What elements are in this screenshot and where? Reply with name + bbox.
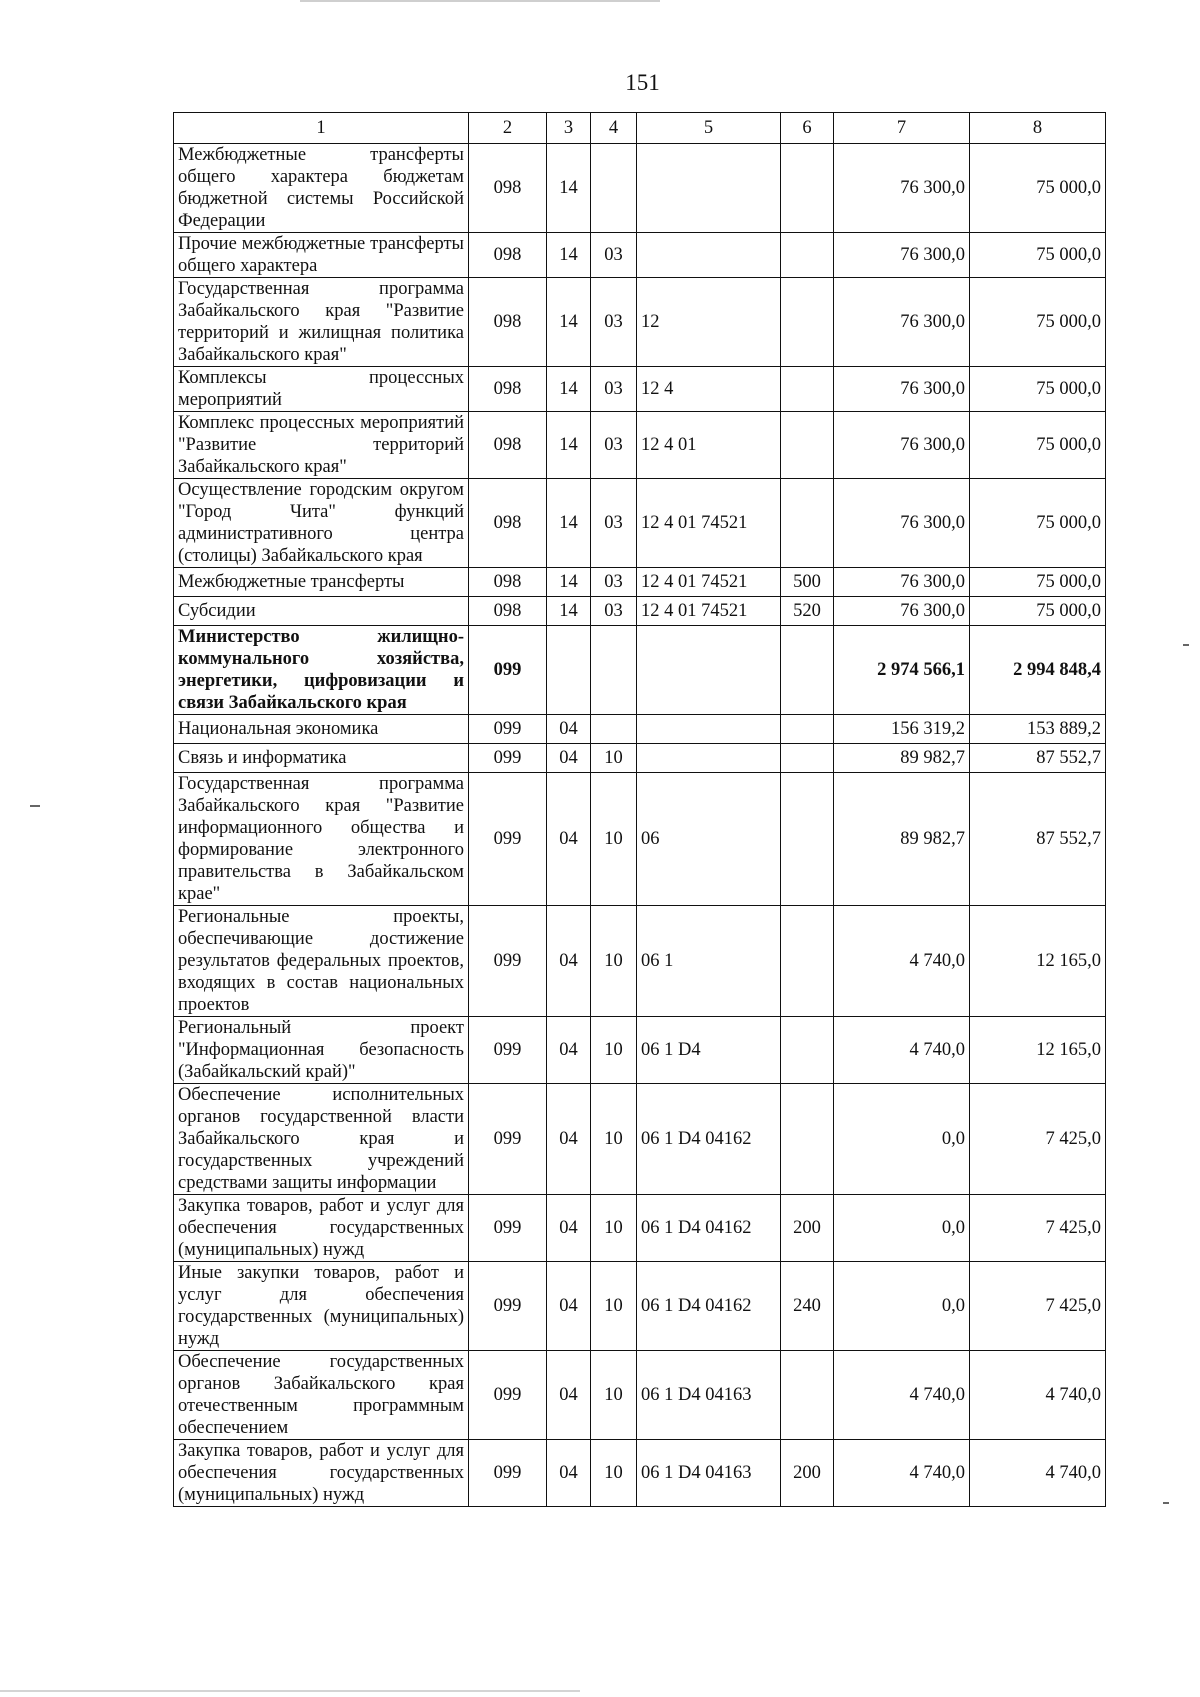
cell-amount-year-2: 7 425,0	[970, 1195, 1106, 1262]
table-row	[174, 1195, 1106, 1262]
cell-name: Государственная программа Забайкальского края "Развитие территорий и жилищная политика Забайкальского края"	[174, 278, 469, 367]
cell-section: 14	[547, 278, 591, 367]
cell-name: Межбюджетные трансферты	[174, 568, 469, 597]
cell-name: Иные закупки товаров, работ и услуг для обеспечения государственных (муниципальных) нужд	[174, 1262, 469, 1351]
cell-amount-year-1: 89 982,7	[834, 744, 970, 773]
cell-amount-year-2: 75 000,0	[970, 479, 1106, 568]
cell-admin-code: 098	[469, 367, 547, 412]
cell-target-article: 12 4 01 74521	[637, 597, 781, 626]
cell-name: Связь и информатика	[174, 744, 469, 773]
table-row	[174, 278, 1106, 367]
cell-section: 04	[547, 715, 591, 744]
cell-target-article: 06 1 D4 04162	[637, 1262, 781, 1351]
cell-expense-type	[781, 773, 834, 906]
cell-amount-year-1: 4 740,0	[834, 1351, 970, 1440]
cell-amount-year-2: 12 165,0	[970, 1017, 1106, 1084]
cell-target-article: 06 1 D4 04163	[637, 1440, 781, 1507]
cell-subsection: 10	[591, 1195, 637, 1262]
page-number: 151	[625, 70, 660, 95]
cell-subsection	[591, 626, 637, 715]
cell-subsection: 03	[591, 233, 637, 278]
scan-speck	[1163, 1502, 1169, 1504]
cell-expense-type: 500	[781, 568, 834, 597]
cell-name: Субсидии	[174, 597, 469, 626]
cell-amount-year-1: 156 319,2	[834, 715, 970, 744]
cell-expense-type	[781, 744, 834, 773]
cell-amount-year-1: 76 300,0	[834, 597, 970, 626]
cell-expense-type	[781, 1084, 834, 1195]
cell-subsection: 10	[591, 744, 637, 773]
cell-amount-year-2: 87 552,7	[970, 744, 1106, 773]
table-row	[174, 367, 1106, 412]
table-row	[174, 144, 1106, 233]
cell-section: 04	[547, 773, 591, 906]
cell-amount-year-1: 76 300,0	[834, 568, 970, 597]
cell-admin-code: 099	[469, 1195, 547, 1262]
cell-admin-code: 098	[469, 278, 547, 367]
cell-admin-code: 099	[469, 1440, 547, 1507]
cell-amount-year-1: 76 300,0	[834, 367, 970, 412]
cell-amount-year-2: 75 000,0	[970, 144, 1106, 233]
cell-target-article: 12 4 01 74521	[637, 568, 781, 597]
cell-target-article	[637, 626, 781, 715]
cell-admin-code: 098	[469, 597, 547, 626]
cell-name: Прочие межбюджетные трансферты общего характера	[174, 233, 469, 278]
cell-amount-year-1: 76 300,0	[834, 278, 970, 367]
cell-name: Закупка товаров, работ и услуг для обеспечения государственных (муниципальных) нужд	[174, 1440, 469, 1507]
cell-amount-year-2: 153 889,2	[970, 715, 1106, 744]
table-row	[174, 1017, 1106, 1084]
cell-name: Национальная экономика	[174, 715, 469, 744]
cell-amount-year-2: 75 000,0	[970, 568, 1106, 597]
cell-subsection: 03	[591, 278, 637, 367]
cell-subsection: 10	[591, 1440, 637, 1507]
cell-admin-code: 098	[469, 412, 547, 479]
table-row	[174, 773, 1106, 906]
cell-section: 04	[547, 1017, 591, 1084]
table-row	[174, 626, 1106, 715]
cell-expense-type: 200	[781, 1195, 834, 1262]
cell-expense-type: 240	[781, 1262, 834, 1351]
cell-amount-year-2: 75 000,0	[970, 412, 1106, 479]
cell-section: 14	[547, 144, 591, 233]
table-row	[174, 1440, 1106, 1507]
cell-name: Закупка товаров, работ и услуг для обеспечения государственных (муниципальных) нужд	[174, 1195, 469, 1262]
table-row	[174, 715, 1106, 744]
cell-expense-type	[781, 412, 834, 479]
cell-subsection: 03	[591, 412, 637, 479]
cell-name: Региональный проект "Информационная безопасность (Забайкальский край)"	[174, 1017, 469, 1084]
cell-amount-year-2: 4 740,0	[970, 1351, 1106, 1440]
cell-section: 14	[547, 412, 591, 479]
cell-amount-year-1: 76 300,0	[834, 233, 970, 278]
cell-subsection	[591, 715, 637, 744]
cell-amount-year-2: 4 740,0	[970, 1440, 1106, 1507]
scan-speck	[1183, 644, 1189, 646]
cell-section: 04	[547, 1440, 591, 1507]
scan-top-edge	[300, 0, 660, 2]
cell-amount-year-2: 12 165,0	[970, 906, 1106, 1017]
cell-admin-code: 098	[469, 479, 547, 568]
cell-name: Комплексы процессных мероприятий	[174, 367, 469, 412]
scan-speck	[30, 805, 40, 807]
cell-section: 04	[547, 906, 591, 1017]
cell-subsection: 03	[591, 367, 637, 412]
cell-amount-year-1: 4 740,0	[834, 906, 970, 1017]
cell-name: Обеспечение исполнительных органов государственной власти Забайкальского края и государственных учреждений средствами защиты информации	[174, 1084, 469, 1195]
cell-section: 04	[547, 1262, 591, 1351]
cell-target-article: 12 4 01	[637, 412, 781, 479]
cell-admin-code: 098	[469, 233, 547, 278]
cell-admin-code: 098	[469, 568, 547, 597]
cell-expense-type	[781, 1017, 834, 1084]
cell-amount-year-2: 75 000,0	[970, 597, 1106, 626]
cell-admin-code: 099	[469, 1351, 547, 1440]
table-row	[174, 412, 1106, 479]
cell-target-article	[637, 715, 781, 744]
cell-amount-year-1: 4 740,0	[834, 1017, 970, 1084]
cell-name: Межбюджетные трансферты общего характера бюджетам бюджетной системы Российской Федерации	[174, 144, 469, 233]
cell-target-article	[637, 233, 781, 278]
cell-admin-code: 099	[469, 744, 547, 773]
table-row	[174, 597, 1106, 626]
column-header: 5	[637, 113, 781, 144]
cell-target-article: 06 1 D4	[637, 1017, 781, 1084]
cell-section: 14	[547, 233, 591, 278]
cell-amount-year-2: 75 000,0	[970, 367, 1106, 412]
cell-subsection: 10	[591, 773, 637, 906]
table-row	[174, 568, 1106, 597]
cell-target-article: 12 4 01 74521	[637, 479, 781, 568]
cell-subsection	[591, 144, 637, 233]
cell-admin-code: 099	[469, 1017, 547, 1084]
cell-expense-type	[781, 278, 834, 367]
cell-expense-type	[781, 233, 834, 278]
cell-expense-type	[781, 1351, 834, 1440]
cell-expense-type	[781, 479, 834, 568]
column-header: 4	[591, 113, 637, 144]
cell-subsection: 10	[591, 906, 637, 1017]
cell-subsection: 10	[591, 1017, 637, 1084]
cell-expense-type: 520	[781, 597, 834, 626]
cell-target-article: 06 1 D4 04162	[637, 1084, 781, 1195]
column-header: 7	[834, 113, 970, 144]
cell-amount-year-2: 7 425,0	[970, 1262, 1106, 1351]
cell-name: Обеспечение государственных органов Забайкальского края отечественным программным обеспечением	[174, 1351, 469, 1440]
cell-amount-year-1: 89 982,7	[834, 773, 970, 906]
cell-admin-code: 099	[469, 715, 547, 744]
cell-name: Министерство жилищно-коммунального хозяйства, энергетики, цифровизации и связи Забайкальского края	[174, 626, 469, 715]
budget-table	[173, 112, 1106, 1507]
cell-admin-code: 098	[469, 144, 547, 233]
cell-target-article	[637, 144, 781, 233]
cell-name: Осуществление городским округом "Город Чита" функций административного центра (столицы) Забайкальского края	[174, 479, 469, 568]
cell-subsection: 10	[591, 1084, 637, 1195]
cell-section: 14	[547, 367, 591, 412]
cell-name: Комплекс процессных мероприятий "Развитие территорий Забайкальского края"	[174, 412, 469, 479]
cell-amount-year-1: 0,0	[834, 1262, 970, 1351]
cell-amount-year-2: 2 994 848,4	[970, 626, 1106, 715]
cell-admin-code: 099	[469, 906, 547, 1017]
cell-section	[547, 626, 591, 715]
cell-target-article: 06	[637, 773, 781, 906]
table-row	[174, 1084, 1106, 1195]
cell-section: 14	[547, 568, 591, 597]
cell-subsection: 03	[591, 568, 637, 597]
cell-amount-year-1: 76 300,0	[834, 412, 970, 479]
cell-section: 14	[547, 597, 591, 626]
scan-bottom-edge	[0, 1690, 580, 1692]
cell-admin-code: 099	[469, 626, 547, 715]
table-row	[174, 906, 1106, 1017]
cell-amount-year-1: 76 300,0	[834, 144, 970, 233]
cell-target-article	[637, 744, 781, 773]
column-header: 8	[970, 113, 1106, 144]
cell-section: 04	[547, 1195, 591, 1262]
cell-target-article: 06 1 D4 04163	[637, 1351, 781, 1440]
column-header: 6	[781, 113, 834, 144]
table-row	[174, 1262, 1106, 1351]
cell-section: 04	[547, 1351, 591, 1440]
cell-target-article: 06 1 D4 04162	[637, 1195, 781, 1262]
cell-expense-type	[781, 626, 834, 715]
table-header-row	[174, 113, 1106, 144]
cell-name: Государственная программа Забайкальского края "Развитие информационного общества и формирование электронного правительства в Забайкальском крае"	[174, 773, 469, 906]
table-row	[174, 479, 1106, 568]
cell-amount-year-2: 87 552,7	[970, 773, 1106, 906]
cell-amount-year-1: 0,0	[834, 1084, 970, 1195]
cell-expense-type: 200	[781, 1440, 834, 1507]
table-row	[174, 1351, 1106, 1440]
cell-admin-code: 099	[469, 773, 547, 906]
cell-target-article: 06 1	[637, 906, 781, 1017]
cell-target-article: 12	[637, 278, 781, 367]
table-row	[174, 744, 1106, 773]
cell-subsection: 03	[591, 479, 637, 568]
column-header: 2	[469, 113, 547, 144]
cell-amount-year-2: 75 000,0	[970, 233, 1106, 278]
cell-admin-code: 099	[469, 1262, 547, 1351]
cell-amount-year-1: 76 300,0	[834, 479, 970, 568]
cell-amount-year-2: 7 425,0	[970, 1084, 1106, 1195]
cell-subsection: 10	[591, 1351, 637, 1440]
cell-section: 04	[547, 744, 591, 773]
column-header: 1	[174, 113, 469, 144]
column-header: 3	[547, 113, 591, 144]
cell-amount-year-1: 0,0	[834, 1195, 970, 1262]
cell-name: Региональные проекты, обеспечивающие достижение результатов федеральных проектов, входящих в состав национальных проектов	[174, 906, 469, 1017]
cell-subsection: 10	[591, 1262, 637, 1351]
budget-table-body	[174, 113, 1106, 1507]
cell-amount-year-1: 2 974 566,1	[834, 626, 970, 715]
cell-expense-type	[781, 715, 834, 744]
cell-amount-year-1: 4 740,0	[834, 1440, 970, 1507]
cell-subsection: 03	[591, 597, 637, 626]
cell-target-article: 12 4	[637, 367, 781, 412]
table-row	[174, 233, 1106, 278]
cell-admin-code: 099	[469, 1084, 547, 1195]
cell-expense-type	[781, 367, 834, 412]
cell-amount-year-2: 75 000,0	[970, 278, 1106, 367]
cell-section: 14	[547, 479, 591, 568]
cell-expense-type	[781, 906, 834, 1017]
cell-section: 04	[547, 1084, 591, 1195]
cell-expense-type	[781, 144, 834, 233]
